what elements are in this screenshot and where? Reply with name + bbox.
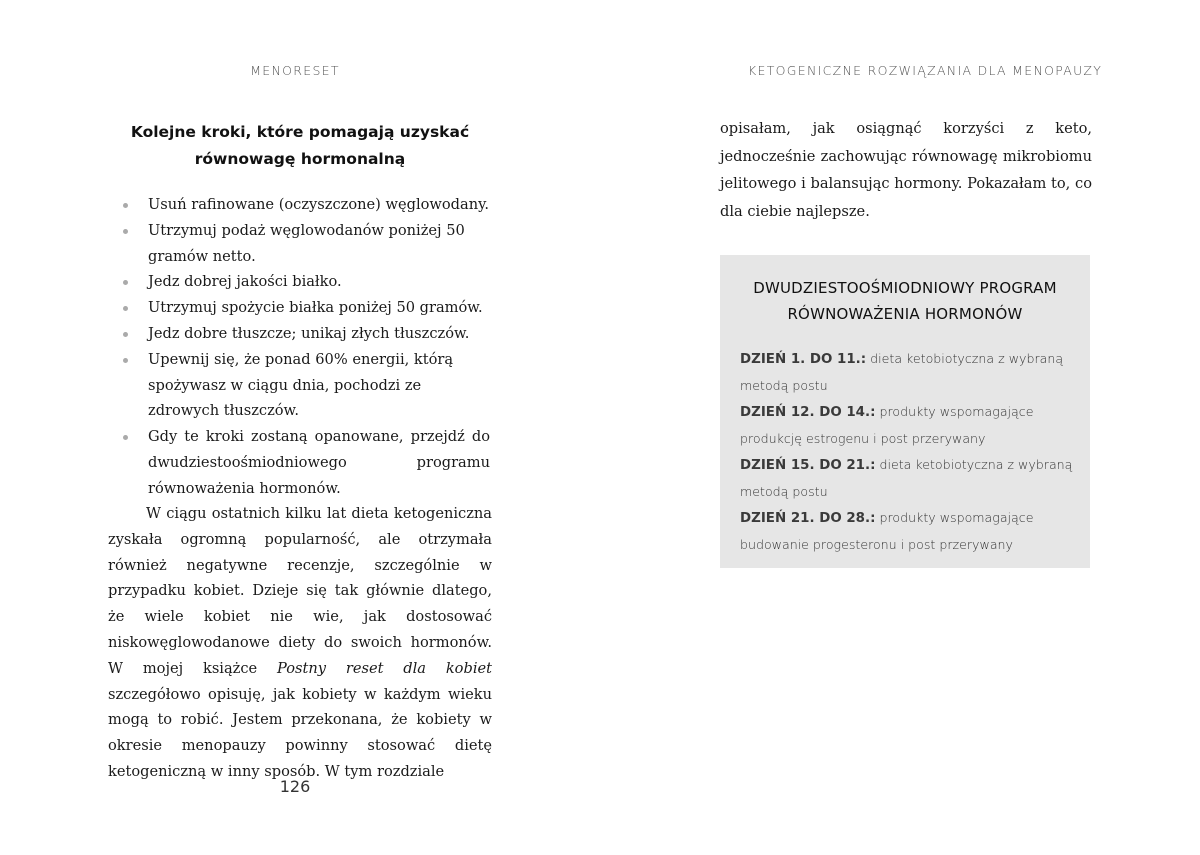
schedule-item — [740, 452, 1078, 505]
schedule-text: dieta ketobiotyczna z wybraną metodą postu — [740, 457, 1073, 499]
program-infobox — [720, 255, 1090, 568]
running-head: KETOGENICZNE ROZWIĄZANIA DLA MENOPAUZY — [748, 63, 1103, 78]
list-item: Jedz dobrej jakości białko. — [120, 269, 490, 295]
steps-list — [120, 192, 490, 502]
bullet-icon — [123, 229, 128, 234]
schedule-day-label: DZIEŃ 15. DO 21.: — [740, 458, 876, 473]
bullet-icon — [123, 435, 128, 440]
infobox-title: DWUDZIESTOOŚMIODNIOWY PROGRAM RÓWNOWAŻENIA HORMONÓW — [753, 279, 1057, 323]
schedule-text: produkty wspomagające budowanie progesteronu i post przerywany — [740, 510, 1034, 552]
bullet-icon — [123, 358, 128, 363]
list-item: Jedz dobre tłuszcze; unikaj złych tłuszczów. — [120, 321, 490, 347]
section-title — [108, 119, 492, 173]
schedule-list — [740, 346, 1078, 558]
schedule-day-label: DZIEŃ 21. DO 28.: — [740, 511, 876, 526]
schedule-text: dieta ketobiotyczna z wybraną metodą postu — [740, 351, 1064, 393]
page-number: 126 — [279, 777, 311, 796]
schedule-day-label: DZIEŃ 1. DO 11.: — [740, 352, 867, 367]
schedule-text: produkty wspomagające produkcję estrogenu i post przerywany — [740, 404, 1034, 446]
list-item: Utrzymuj spożycie białka poniżej 50 gramów. — [120, 295, 490, 321]
list-item: Gdy te kroki zostaną opanowane, przejdź do dwudziestoośmiodniowego programu równoważenia hormonów. — [120, 424, 490, 501]
list-item: Usuń rafinowane (oczyszczone) węglowodany. — [120, 192, 490, 218]
running-head: MENORESET — [250, 63, 340, 78]
schedule-item — [740, 505, 1078, 558]
section-title-line: Kolejne kroki, które pomagają uzyskać — [130, 123, 470, 141]
bullet-icon — [123, 306, 128, 311]
bullet-icon — [123, 203, 128, 208]
list-item: Utrzymuj podaż węglowodanów poniżej 50 gramów netto. — [120, 218, 490, 270]
bullet-icon — [123, 332, 128, 337]
bullet-icon — [123, 280, 128, 285]
schedule-item — [740, 399, 1078, 452]
body-paragraph: opisałam, jak osiągnąć korzyści z keto, jednocześnie zachowując równowagę mikrobiomu jelitowego i balansując hormony. Pokazałam to, co dla ciebie najlepsze. — [720, 120, 1092, 220]
schedule-day-label: DZIEŃ 12. DO 14.: — [740, 405, 876, 420]
body-paragraph: W ciągu ostatnich kilku lat dieta ketogeniczna zyskała ogromną popularność, ale otrzymała również negatywne recenzje, szczególnie w przypadku kobiet. Dzieje się tak głównie dlatego, że wiele kobiet nie wie, jak dostosować niskowęglowodanowe diety do swoich hormonów. W mojej książce Postny reset dla kobiet szczegółowo opisuję, jak kobiety w każdym wieku mogą to robić. Jestem przekonana, że kobiety w okresie menopauzy powinny stosować dietę ketogeniczną w inny sposób. W tym rozdziale — [108, 505, 492, 780]
schedule-item — [740, 346, 1078, 399]
list-item: Upewnij się, że ponad 60% energii, którą spożywasz w ciągu dnia, pochodzi ze zdrowych tłuszczów. — [120, 347, 490, 424]
right-page — [600, 0, 1200, 855]
book-title: Postny reset dla kobiet — [277, 659, 492, 677]
section-title-line: równowagę hormonalną — [194, 150, 406, 168]
